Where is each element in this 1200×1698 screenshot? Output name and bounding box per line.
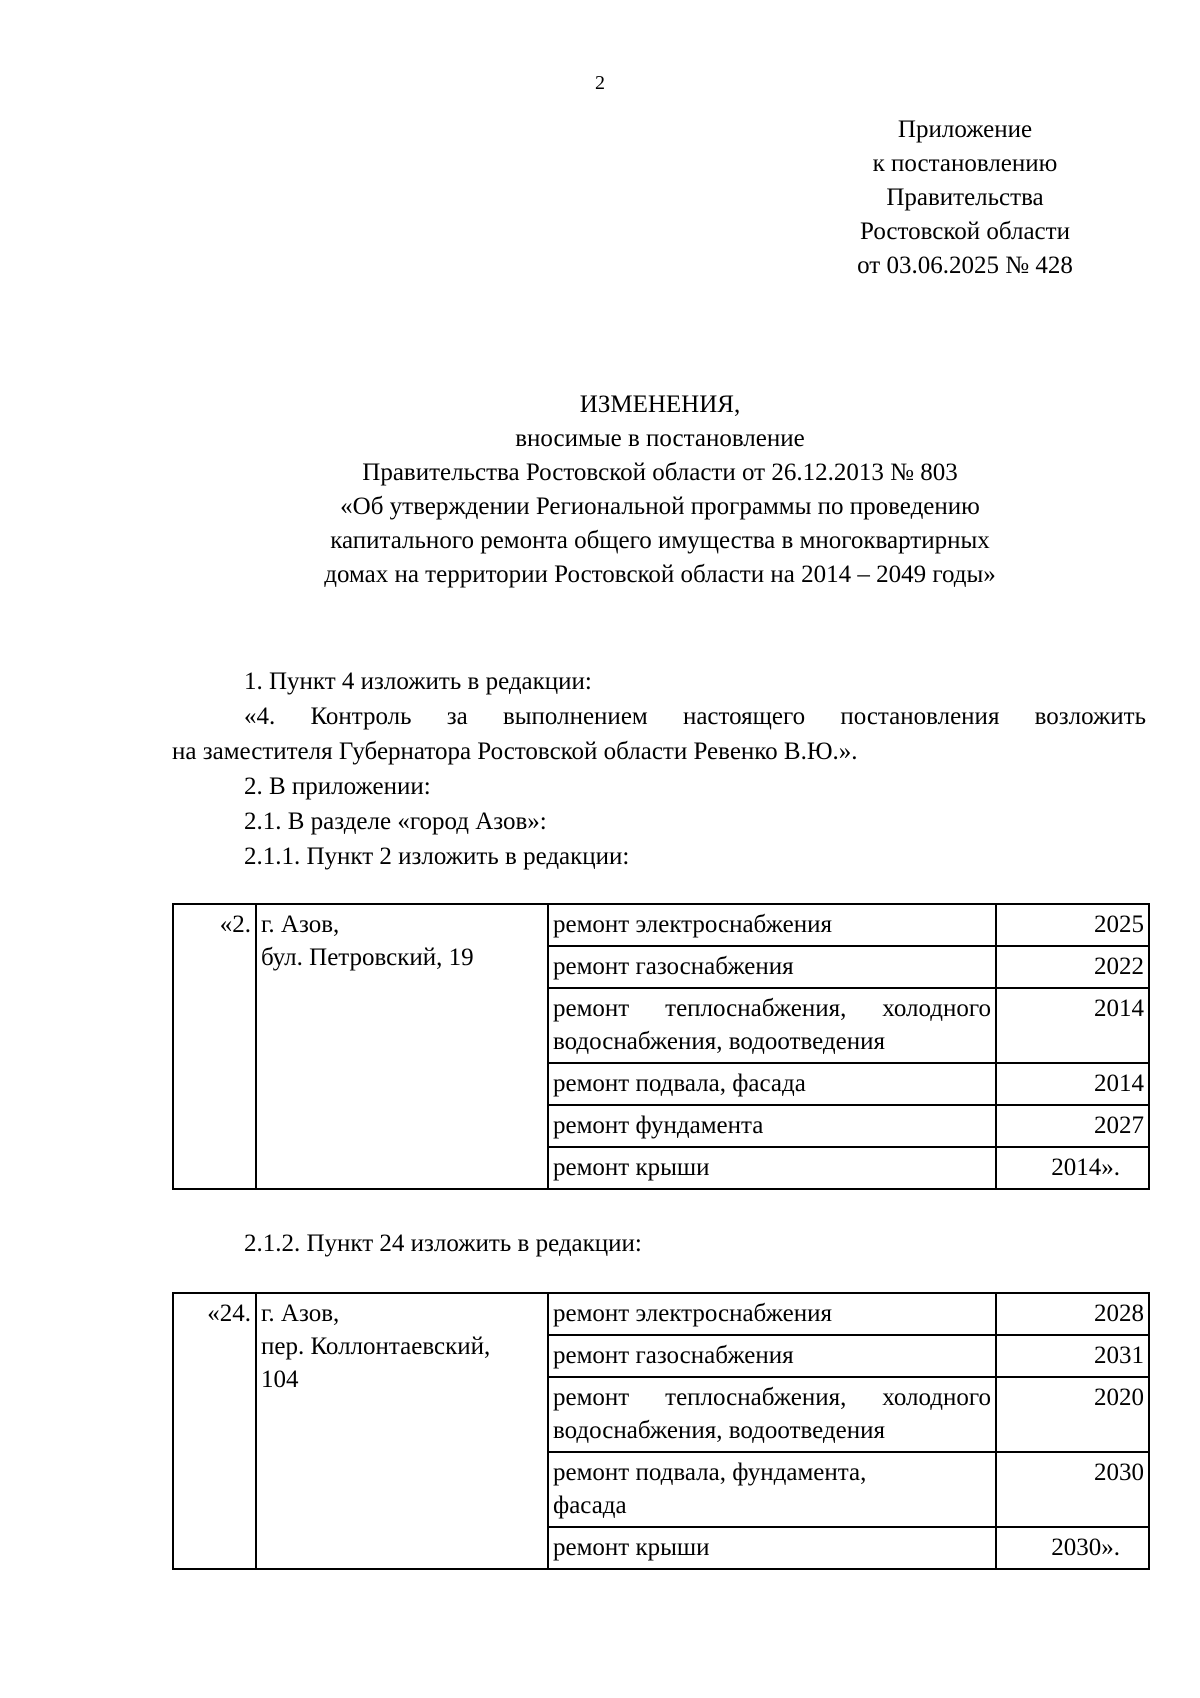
work-line: ремонт подвала, фундамента, (553, 1459, 867, 1486)
address-line: пер. Коллонтаевский, (261, 1333, 491, 1360)
year-cell: 2022 (996, 946, 1149, 988)
work-cell: ремонт электроснабжения (548, 904, 996, 946)
item-number: «2. (173, 904, 256, 1189)
work-cell (548, 988, 996, 1063)
address-cell (256, 1293, 548, 1569)
year-cell: 2030». (996, 1527, 1149, 1569)
item-number: «24. (173, 1293, 256, 1569)
appendix-line: от 03.06.2025 № 428 (857, 252, 1073, 279)
table-row (173, 1293, 1149, 1335)
year-cell: 2028 (996, 1293, 1149, 1335)
year-cell: 2014». (996, 1147, 1149, 1189)
document-title (150, 388, 1170, 592)
work-line: водоснабжения, водоотведения (553, 1028, 885, 1055)
paragraph: на заместителя Губернатора Ростовской области Ревенко В.Ю.». (172, 738, 858, 765)
page-number: 2 (595, 72, 605, 94)
title-line: вносимые в постановление (515, 425, 805, 452)
paragraph: 2.1.1. Пункт 2 изложить в редакции: (244, 843, 630, 870)
appendix-line: Правительства (886, 184, 1044, 211)
paragraph: «4. Контроль за выполнением настоящего постановления возложить (244, 703, 1146, 730)
work-line: водоснабжения, водоотведения (553, 1417, 885, 1444)
title-line: ИЗМЕНЕНИЯ, (579, 391, 741, 418)
work-line: фасада (553, 1492, 627, 1519)
address-line: г. Азов, (261, 911, 340, 938)
year-cell: 2014 (996, 988, 1149, 1063)
work-cell: ремонт крыши (548, 1147, 996, 1189)
title-line: Правительства Ростовской области от 26.12.2013 № 803 (362, 459, 958, 486)
paragraph: 1. Пункт 4 изложить в редакции: (244, 668, 592, 695)
appendix-line: к постановлению (872, 150, 1058, 177)
year-cell: 2014 (996, 1063, 1149, 1105)
title-line: «Об утверждении Региональной программы по проведению (340, 493, 980, 520)
work-cell: ремонт электроснабжения (548, 1293, 996, 1335)
address-line: бул. Петровский, 19 (261, 944, 474, 971)
address-line: 104 (261, 1366, 299, 1393)
work-line: ремонт теплоснабжения, холодного (553, 1384, 991, 1411)
work-line: ремонт теплоснабжения, холодного (553, 995, 991, 1022)
items-table-2 (172, 1292, 1150, 1570)
work-cell: ремонт подвала, фасада (548, 1063, 996, 1105)
address-cell (256, 904, 548, 1189)
address-line: г. Азов, (261, 1300, 340, 1327)
body-text (172, 664, 1146, 874)
appendix-line: Приложение (897, 116, 1033, 143)
items-table-1 (172, 903, 1150, 1190)
year-cell: 2027 (996, 1105, 1149, 1147)
appendix-header (815, 113, 1115, 283)
work-cell: ремонт газоснабжения (548, 946, 996, 988)
year-cell: 2020 (996, 1377, 1149, 1452)
paragraph: 2.1. В разделе «город Азов»: (244, 808, 547, 835)
year-cell: 2031 (996, 1335, 1149, 1377)
work-cell (548, 1452, 996, 1527)
appendix-line: Ростовской области (860, 218, 1070, 245)
year-cell: 2025 (996, 904, 1149, 946)
title-line: капитального ремонта общего имущества в многоквартирных (330, 527, 990, 554)
year-cell: 2030 (996, 1452, 1149, 1527)
work-cell: ремонт крыши (548, 1527, 996, 1569)
work-cell: ремонт газоснабжения (548, 1335, 996, 1377)
work-cell (548, 1377, 996, 1452)
table-row (173, 904, 1149, 946)
title-line: домах на территории Ростовской области на 2014 – 2049 годы» (324, 561, 996, 588)
paragraph: 2.1.2. Пункт 24 изложить в редакции: (244, 1230, 642, 1257)
paragraph: 2. В приложении: (244, 773, 431, 800)
work-cell: ремонт фундамента (548, 1105, 996, 1147)
